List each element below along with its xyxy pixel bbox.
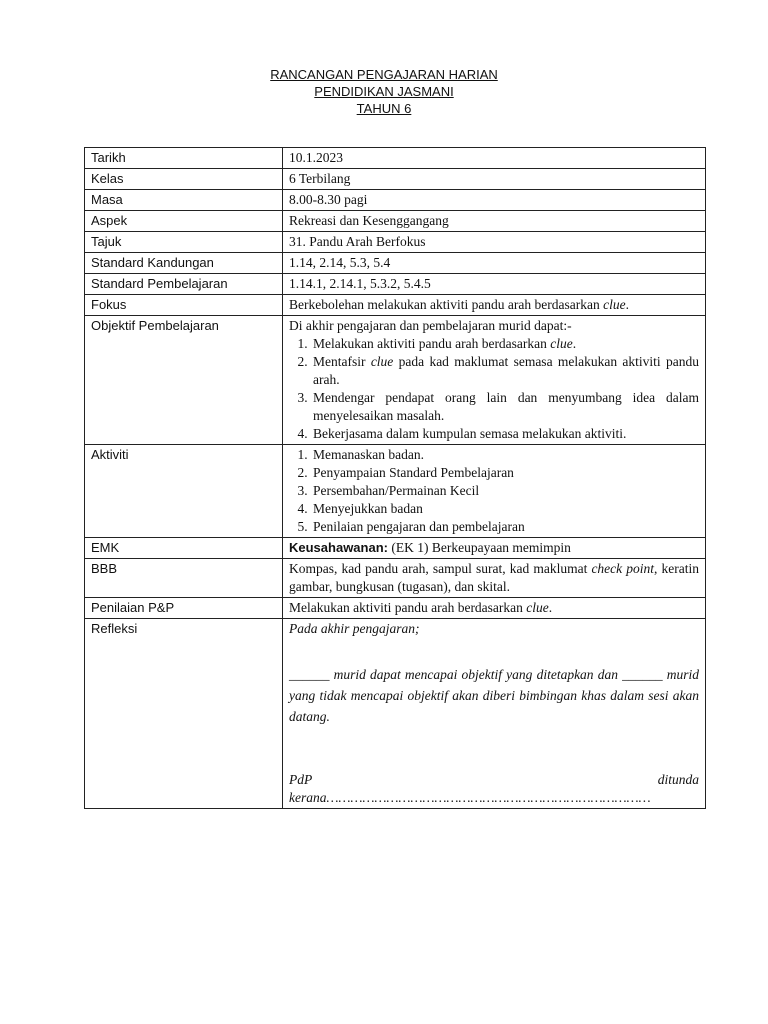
objektif-item-3: 3. Mendengar pendapat orang lain dan menyumbang idea dalam menyelesaikan masalah. [311,389,699,425]
row-standard-kandungan [85,253,706,274]
emk-text: (EK 1) Berkeupayaan memimpin [387,540,571,555]
value-penilaian [283,598,706,619]
label-aspek: Aspek [85,211,283,232]
objektif-item-1-end: . [572,336,577,351]
refleksi-line-3: PdP ditunda kerana……………………………………………………………………… [289,772,699,805]
value-refleksi [283,619,706,809]
penilaian-clue: clue [526,600,549,615]
row-tajuk [85,232,706,253]
row-kelas [85,169,706,190]
value-kelas: 6 Terbilang [283,169,706,190]
bbb-text-a: Kompas, kad pandu arah, sampul surat, kad maklumat [289,561,592,576]
objektif-intro: Di akhir pengajaran dan pembelajaran murid dapat:- [289,318,572,333]
aktiviti-item-2: 2. Penyampaian Standard Pembelajaran [311,464,699,482]
fokus-clue: clue [603,297,626,312]
aktiviti-list [289,446,699,536]
row-objektif [85,316,706,445]
bbb-text-b: , keratin gambar, bungkusan (tugasan), dan skital. [289,561,699,594]
row-fokus [85,295,706,316]
objektif-item-4: 4. Bekerjasama dalam kumpulan semasa melakukan aktiviti. [311,425,699,443]
value-bbb [283,559,706,598]
value-emk [283,538,706,559]
heading-line-1: RANCANGAN PENGAJARAN HARIAN [270,67,498,82]
heading-line-2: PENDIDIKAN JASMANI [314,84,454,99]
label-emk: EMK [85,538,283,559]
label-standard-kandungan: Standard Kandungan [85,253,283,274]
emk-bold: Keusahawanan: [289,540,388,555]
row-aspek [85,211,706,232]
row-emk [85,538,706,559]
label-penilaian: Penilaian P&P [85,598,283,619]
label-kelas: Kelas [85,169,283,190]
bbb-check-point: check point [591,561,655,576]
row-refleksi [85,619,706,809]
value-objektif [283,316,706,445]
value-aktiviti [283,445,706,538]
objektif-item-2 [311,353,699,389]
objektif-item-2-end: pada kad maklumat semasa melakukan aktiviti pandu arah. [313,354,699,387]
label-bbb: BBB [85,559,283,598]
penilaian-end: . [548,600,553,615]
label-refleksi: Refleksi [85,619,283,809]
label-tarikh: Tarikh [85,148,283,169]
value-masa: 8.00-8.30 pagi [283,190,706,211]
objektif-item-2-text: Mentafsir [313,354,371,369]
row-standard-pembelajaran [85,274,706,295]
row-bbb [85,559,706,598]
penilaian-text: Melakukan aktiviti pandu arah berdasarkan [289,600,527,615]
objektif-item-1 [311,335,699,353]
heading-line-3: TAHUN 6 [356,101,412,116]
fokus-end: . [625,297,630,312]
lesson-plan-table [84,147,706,809]
value-standard-pembelajaran: 1.14.1, 2.14.1, 5.3.2, 5.4.5 [283,274,706,295]
row-aktiviti [85,445,706,538]
value-fokus [283,295,706,316]
objektif-item-2-clue: clue [370,354,394,369]
objektif-item-1-clue: clue [550,336,573,351]
label-fokus: Fokus [85,295,283,316]
refleksi-line-1: Pada akhir pengajaran; [289,621,420,636]
value-tajuk: 31. Pandu Arah Berfokus [283,232,706,253]
row-tarikh [85,148,706,169]
label-tajuk: Tajuk [85,232,283,253]
objektif-item-1-text: Melakukan aktiviti pandu arah berdasarkan [313,336,551,351]
label-objektif: Objektif Pembelajaran [85,316,283,445]
row-penilaian [85,598,706,619]
aktiviti-item-5: 5. Penilaian pengajaran dan pembelajaran [311,518,699,536]
value-tarikh: 10.1.2023 [283,148,706,169]
document-heading [0,66,768,117]
aktiviti-item-1: 1. Memanaskan badan. [311,446,699,464]
objektif-list [289,335,699,443]
label-standard-pembelajaran: Standard Pembelajaran [85,274,283,295]
value-standard-kandungan: 1.14, 2.14, 5.3, 5.4 [283,253,706,274]
row-masa [85,190,706,211]
refleksi-line-2: ______ murid dapat mencapai objektif yang ditetapkan dan ______ murid yang tidak mencapai objektif akan diberi bimbingan khas dalam sesi akan datang. [289,667,699,724]
value-aspek: Rekreasi dan Kesenggangang [283,211,706,232]
label-masa: Masa [85,190,283,211]
aktiviti-item-3: 3. Persembahan/Permainan Kecil [311,482,699,500]
aktiviti-item-4: 4. Menyejukkan badan [311,500,699,518]
label-aktiviti: Aktiviti [85,445,283,538]
fokus-text: Berkebolehan melakukan aktiviti pandu arah berdasarkan [289,297,604,312]
